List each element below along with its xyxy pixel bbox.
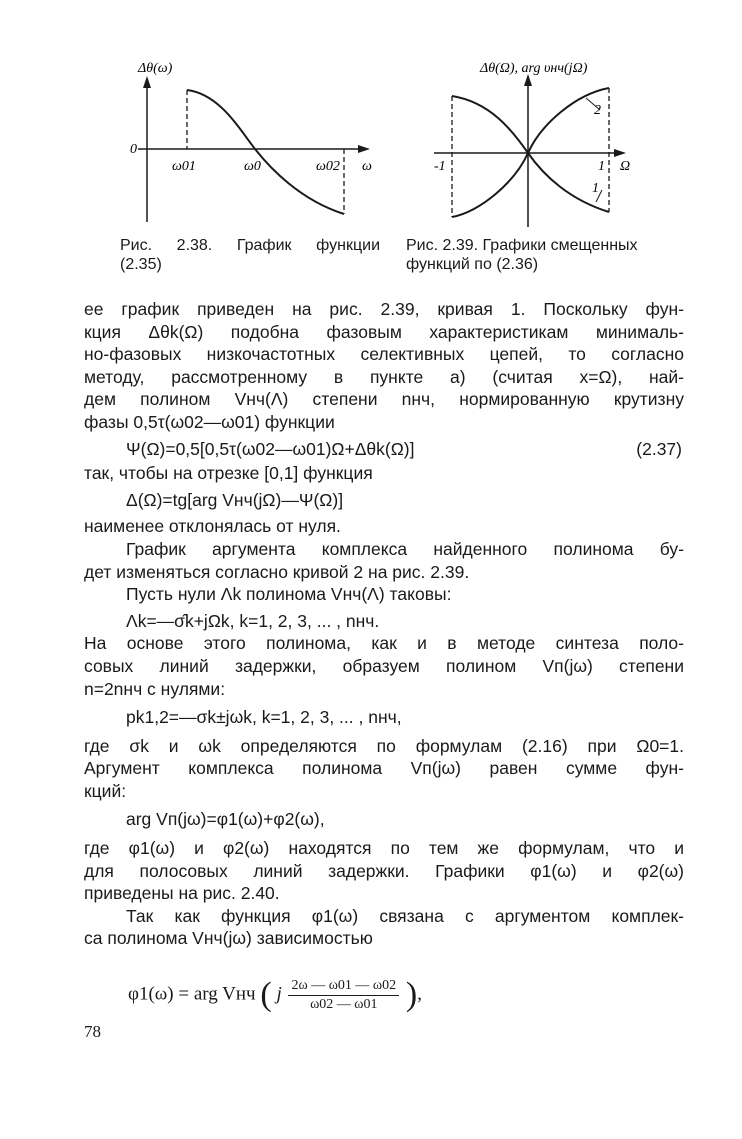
text-line: График аргумента комплекса найденного полинома бу-: [126, 538, 684, 559]
text-line: где σk и ωk определяются по формулам (2.16) при Ω0=1.: [84, 735, 684, 756]
text-line: Так как функция φ1(ω) связана с аргументом комплек-: [126, 905, 684, 926]
text-line: но-фазовых низкочастотных селективных цепей, то согласно: [84, 344, 684, 365]
equation-phi1-j: j: [276, 983, 282, 1005]
equation-2-37-body: Ψ(Ω)=0,5[0,5τ(ω02—ω01)Ω+Δθk(Ω)]: [126, 438, 415, 459]
text-line: n=2nнч с нулями:: [84, 678, 226, 699]
equation-2-37: [84, 438, 684, 461]
text-line: для полосовых линий задержки. Графики φ1(ω) и φ2(ω): [84, 860, 684, 881]
x-axis-arrow: [614, 149, 626, 157]
text-line: методу, рассмотренному в пункте а) (считая x=Ω), най-: [84, 366, 684, 387]
text-line: приведены на рис. 2.40.: [84, 883, 280, 904]
tick-omega02: ω02: [316, 159, 340, 174]
caption-fig-2-39-line2: функций по (2.36): [406, 256, 539, 273]
curve-1: [452, 96, 609, 212]
tick-omega: ω: [362, 159, 372, 174]
left-paren: (: [260, 976, 272, 1013]
x-axis-arrow: [358, 145, 370, 153]
caption-fig-2-38-line1: Рис. 2.38. График функции: [120, 237, 380, 254]
text-line: ее график приведен на рис. 2.39, кривая 1. Поскольку фун-: [84, 299, 684, 319]
y-axis-label: Δθ(Ω), arg υнч(jΩ): [480, 61, 588, 76]
equation-lambda: Λk=—σ̂k+jΩk, k=1, 2, 3, ... , nнч.: [126, 610, 380, 631]
caption-fig-2-38-line2: (2.35): [120, 256, 162, 273]
equation-arg: arg Vп(jω)=φ1(ω)+φ2(ω),: [126, 809, 325, 830]
right-paren: ): [405, 976, 418, 1013]
caption-fig-2-39-line1: Рис. 2.39. Графики смещенных: [406, 237, 638, 254]
text-line: фазы 0,5τ(ω02—ω01) функции: [84, 411, 335, 432]
fraction-denominator: ω02 — ω01: [310, 996, 378, 1012]
text-line: кций:: [84, 780, 127, 801]
tick-minus-one: -1: [434, 159, 446, 174]
equation-phi1-lhs: φ1(ω) = arg Vнч: [128, 983, 256, 1005]
caption-fig-2-39: [406, 236, 666, 274]
tick-omega0: ω0: [244, 159, 261, 174]
tick-omega01: ω01: [172, 159, 196, 174]
text-line: На основе этого полинома, как и в методе синтеза поло-: [84, 633, 684, 654]
fraction: [288, 978, 399, 1013]
text-line: Аргумент комплекса полинома Vп(jω) равен сумме фун-: [84, 758, 684, 779]
figure-2-38: [110, 52, 390, 232]
caption-fig-2-38: [120, 236, 380, 274]
text-line: Пусть нули Λk полинома Vнч(Λ) таковы:: [126, 584, 452, 605]
text-line: дем полином Vнч(Λ) степени nнч, нормированную крутизну: [84, 389, 684, 410]
fraction-numerator: 2ω — ω01 — ω02: [288, 978, 399, 996]
equation-p: pk1,2=—σk±jωk, k=1, 2, 3, ... , nнч,: [126, 707, 402, 728]
equation-delta: Δ(Ω)=tg[arg Vнч(jΩ)—Ψ(Ω)]: [126, 489, 344, 510]
tick-omega: Ω: [620, 159, 631, 174]
text-line: так, чтобы на отрезке [0,1] функция: [84, 463, 373, 484]
equation-phi1-tail: ,: [417, 983, 422, 1005]
equation-phi1: [128, 976, 422, 1014]
tick-one: 1: [598, 159, 605, 174]
text-line: са полинома Vнч(jω) зависимостью: [84, 928, 373, 949]
text-line: где φ1(ω) и φ2(ω) находятся по тем же формулам, что и: [84, 838, 684, 859]
text-line: наименее отклонялась от нуля.: [84, 516, 341, 537]
curve-2-label: 2: [594, 103, 601, 118]
equation-2-37-number: (2.37): [636, 438, 682, 459]
text-line: совых линий задержки, образуем полином Vп(jω) степени: [84, 655, 684, 676]
figure-2-39: [420, 52, 660, 232]
y-axis-label: Δθ(ω): [138, 61, 173, 76]
origin-label: 0: [130, 142, 137, 157]
page-number: 78: [84, 1022, 101, 1041]
text-line: дет изменяться согласно кривой 2 на рис. 2.39.: [84, 561, 470, 582]
text-line: кция Δθk(Ω) подобна фазовым характеристикам минималь-: [84, 321, 684, 342]
curve-1-label: 1: [592, 181, 599, 196]
y-axis-arrow: [143, 76, 151, 88]
curve: [187, 90, 344, 214]
body-text: [84, 298, 684, 950]
